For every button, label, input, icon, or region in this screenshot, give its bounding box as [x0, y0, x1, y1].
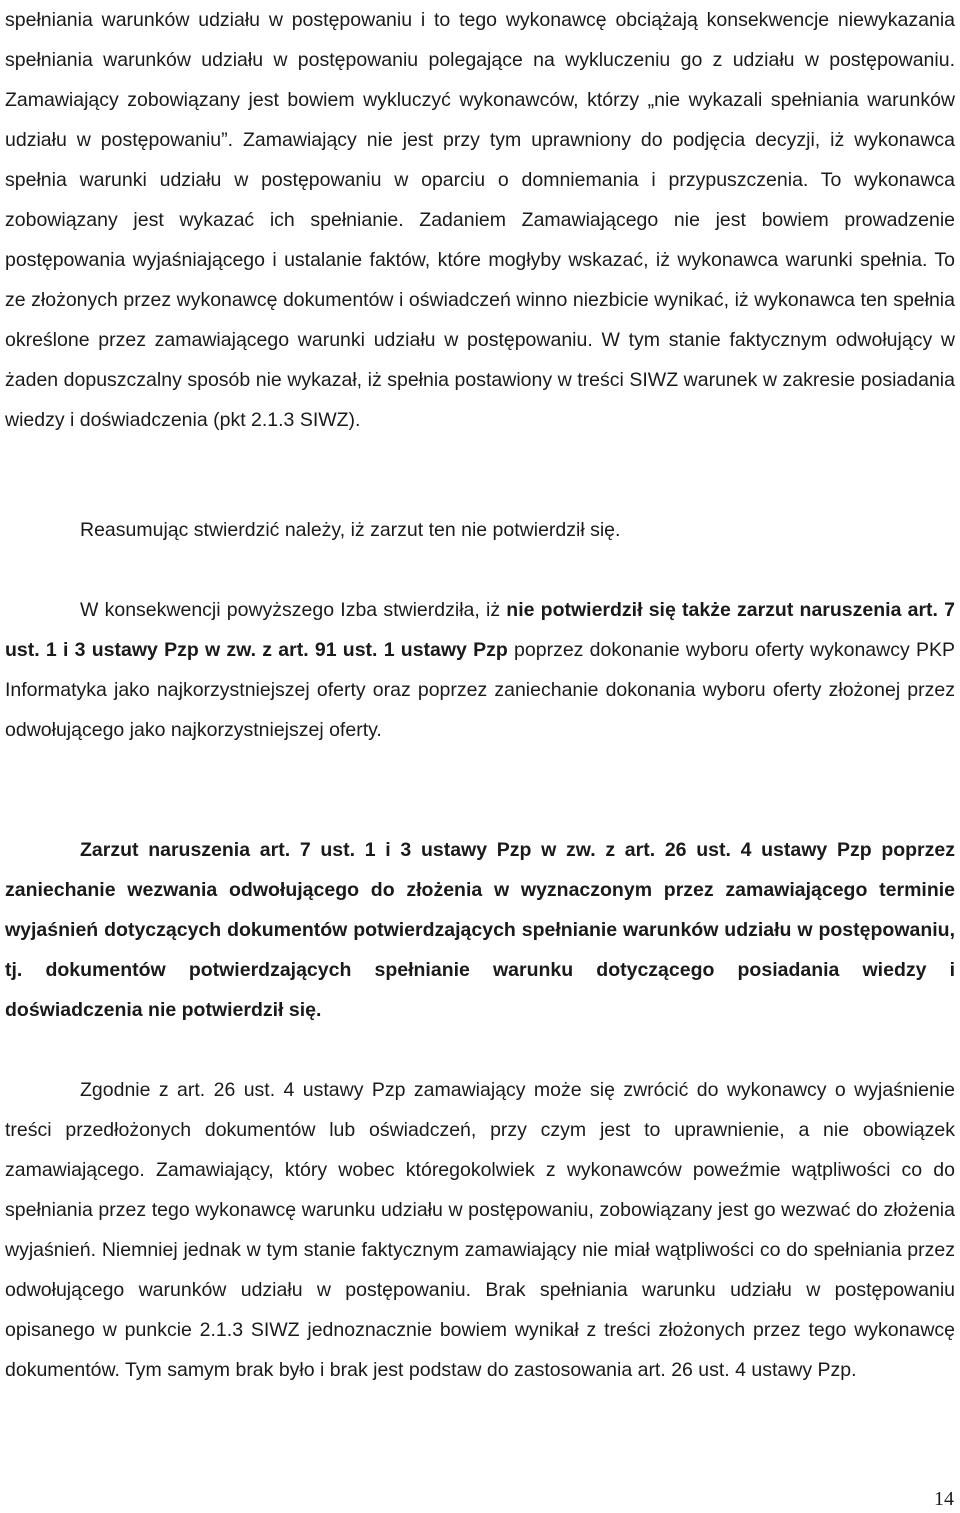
paragraph-consequence-bold-claim: nie potwierdził się także zarzut naruszenia art. 7 ust. 1 i 3 ustawy Pzp w zw. z art. 91 ust. 1 ustawy Pzp [5, 599, 956, 661]
paragraph-consequence-intro: W konsekwencji powyższego Izba stwierdziła, iż [80, 599, 507, 621]
paragraph-conditions-participation: spełniania warunków udziału w postępowaniu i to tego wykonawcę obciążają konsekwencje niewykazania spełniania warunków udziału w postępowaniu polegające na wykluczeniu go z udziału w postępowaniu. Zamawiający zobowiązany jest bowiem wykluczyć wykonawców, którzy „nie wykazali spełniania warunków udziału w postępowaniu”. Zamawiający nie jest przy tym uprawniony do podjęcia decyzji, iż wykonawca spełnia warunki udziału w postępowaniu w oparciu o domniemania i przypuszczenia. To wykonawca zobowiązany jest wykazać ich spełnianie. Zadaniem Zamawiającego nie jest bowiem prowadzenie postępowania wyjaśniającego i ustalanie faktów, które mogłyby wskazać, iż wykonawca warunki spełnia. To ze złożonych przez wykonawcę dokumentów i oświadczeń winno niezbicie wynikać, iż wykonawca ten spełnia określone przez zamawiającego warunki udziału w postępowaniu. W tym stanie faktycznym odwołujący w żaden dopuszczalny sposób nie wykazał, iż spełnia postawiony w treści SIWZ warunek w zakresie posiadania wiedzy i doświadczenia (pkt 2.1.3 SIWZ). [5, 9, 955, 431]
paragraph-consequence-finding [5, 590, 955, 750]
paragraph-article-26-analysis: Zgodnie z art. 26 ust. 4 ustawy Pzp zamawiający może się zwrócić do wykonawcy o wyjaśnienie treści przedłożonych dokumentów lub oświadczeń, przy czym jest to uprawnienie, a nie obowiązek zamawiającego. Zamawiający, który wobec któregokolwiek z wykonawców poweźmie wątpliwości co do spełniania przez tego wykonawcę warunku udziału w postępowaniu, zobowiązany jest go wezwać do złożenia wyjaśnień. Niemniej jednak w tym stanie faktycznym zamawiający nie miał wątpliwości co do spełniania przez odwołującego warunków udziału w postępowaniu. Brak spełniania warunku udziału w postępowaniu opisanego w punkcie 2.1.3 SIWZ jednoznacznie bowiem wynikał z treści złożonych przez tego wykonawcę dokumentów. Tym samym brak było i brak jest podstaw do zastosowania art. 26 ust. 4 ustawy Pzp. [5, 1079, 955, 1381]
paragraph-consequence-rest: poprzez dokonanie wyboru oferty wykonawcy PKP Informatyka jako najkorzystniejszej oferty oraz poprzez zaniechanie dokonania wyboru oferty złożonej przez odwołującego jako najkorzystniejszej oferty. [5, 639, 955, 741]
paragraph-claim-heading: Zarzut naruszenia art. 7 ust. 1 i 3 ustawy Pzp w zw. z art. 26 ust. 4 ustawy Pzp poprzez zaniechanie wezwania odwołującego do złożenia w wyznaczonym przez zamawiającego terminie wyjaśnień dotyczących dokumentów potwierdzających spełnianie warunków udziału w postępowaniu, tj. dokumentów potwierdzających spełnianie warunku dotyczącego posiadania wiedzy i doświadczenia nie potwierdził się. [5, 839, 955, 1021]
page-number: 14 [934, 1488, 954, 1510]
paragraph-summary-conclusion: Reasumując stwierdzić należy, iż zarzut ten nie potwierdził się. [80, 519, 621, 541]
